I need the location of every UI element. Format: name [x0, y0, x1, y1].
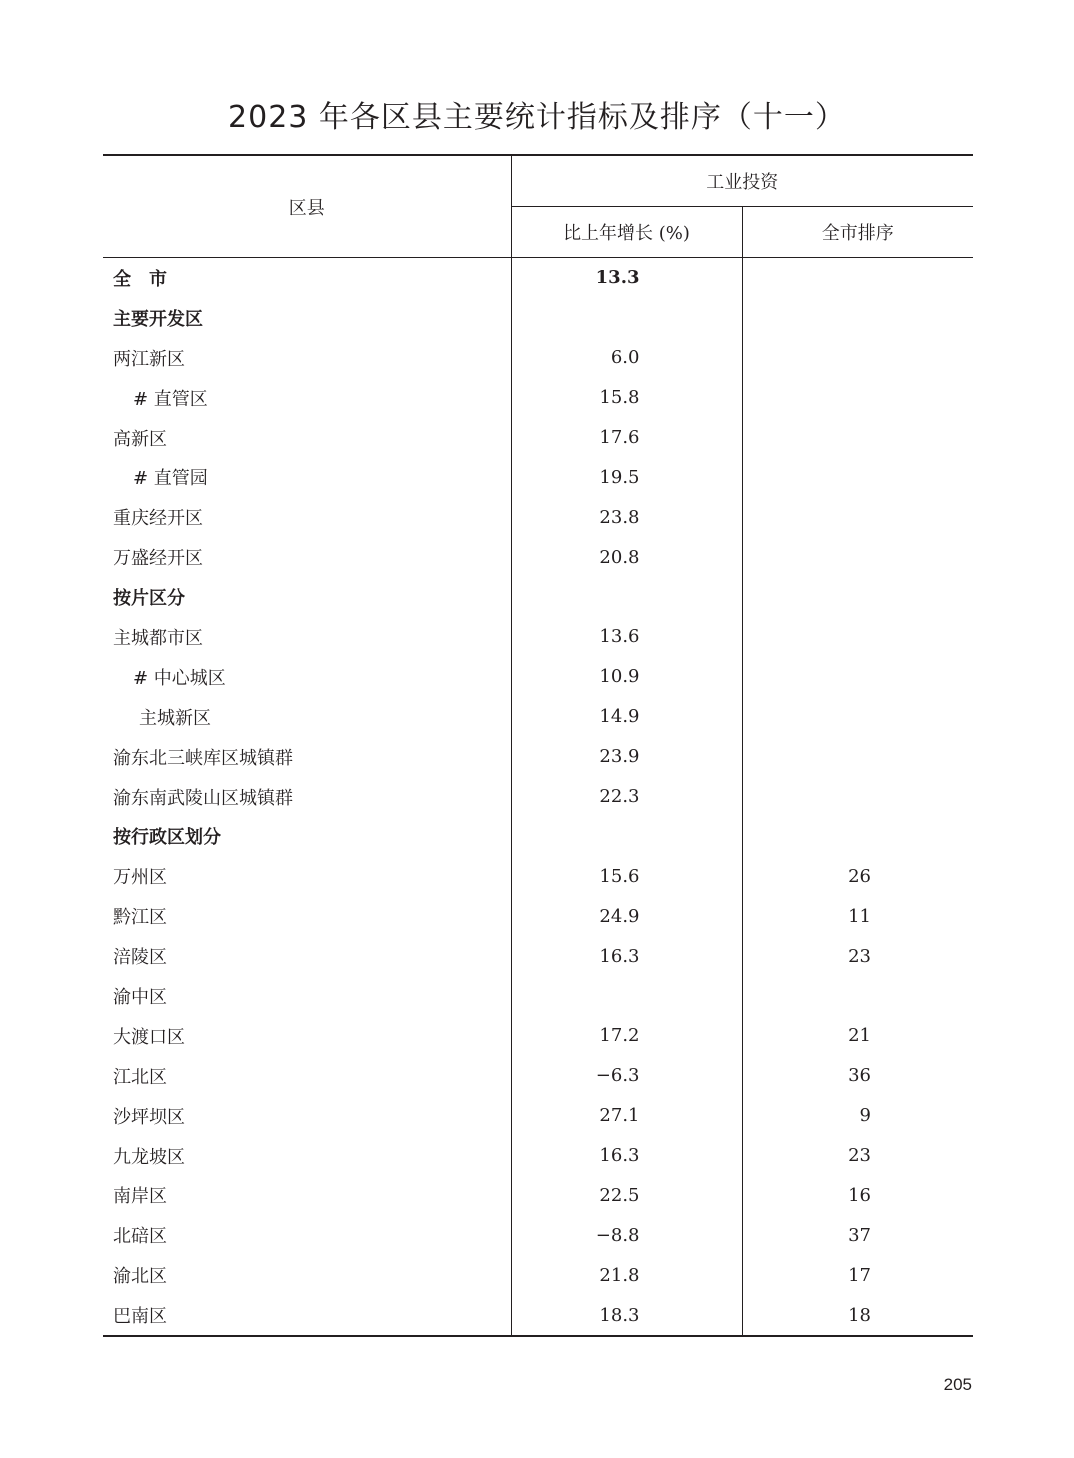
rank-value-cell: 37	[848, 1224, 871, 1246]
growth-value-cell: 24.9	[511, 896, 742, 936]
rank-value-cell	[742, 617, 973, 657]
table-row	[103, 1056, 973, 1096]
table-row	[103, 1255, 973, 1295]
page-number: 205	[943, 1375, 972, 1394]
district-name-cell: 万州区	[103, 856, 511, 896]
table-header	[103, 155, 973, 258]
table-row	[103, 1175, 973, 1215]
district-name-cell: 涪陵区	[103, 936, 511, 976]
table-row	[103, 976, 973, 1016]
growth-value-cell	[511, 976, 742, 1016]
table-row	[103, 378, 973, 418]
industrial-investment-group-header: 工业投资	[511, 155, 973, 207]
rank-value-cell: 36	[848, 1065, 871, 1087]
district-name-cell: 江北区	[103, 1056, 511, 1096]
growth-value-cell: 17.2	[511, 1016, 742, 1056]
rank-value-cell	[742, 976, 973, 1016]
growth-value-cell: 14.9	[511, 697, 742, 737]
district-column-header: 区县	[103, 155, 511, 258]
growth-value-cell: 23.9	[511, 737, 742, 777]
district-name-cell: 渝北区	[103, 1255, 511, 1295]
growth-value-cell: 20.8	[511, 537, 742, 577]
growth-value-cell	[511, 298, 742, 338]
table-row	[103, 617, 973, 657]
district-name-cell: # 直管园	[103, 457, 511, 497]
rank-value-cell	[742, 657, 973, 697]
rank-value-cell: 26	[848, 865, 871, 887]
table-row	[103, 258, 973, 298]
rank-value-cell	[742, 418, 973, 458]
rank-value-cell	[742, 777, 973, 817]
growth-value-cell: 13.3	[511, 258, 742, 298]
growth-value-cell: 16.3	[511, 1136, 742, 1176]
district-name-cell: 黔江区	[103, 896, 511, 936]
rank-column-header: 全市排序	[742, 207, 973, 258]
growth-value-cell: 22.3	[511, 777, 742, 817]
table-row	[103, 298, 973, 338]
table-row	[103, 657, 973, 697]
rank-value-cell: 11	[848, 905, 871, 927]
table-row	[103, 457, 973, 497]
rank-value-cell: 18	[742, 1295, 973, 1336]
district-name-cell: 万盛经开区	[103, 537, 511, 577]
growth-value-cell: 13.6	[511, 617, 742, 657]
table-row	[103, 418, 973, 458]
table-row	[103, 497, 973, 537]
table-row	[103, 777, 973, 817]
statistics-table	[103, 154, 973, 1337]
table-row	[103, 737, 973, 777]
table-row	[103, 338, 973, 378]
rank-value-cell: 16	[848, 1184, 871, 1206]
district-name-cell: 沙坪坝区	[103, 1096, 511, 1136]
district-name-cell: 渝东南武陵山区城镇群	[103, 777, 511, 817]
district-name-cell: 渝中区	[103, 976, 511, 1016]
district-name-cell: 大渡口区	[103, 1016, 511, 1056]
growth-value-cell	[511, 816, 742, 856]
growth-value-cell: 18.3	[511, 1295, 742, 1336]
table-row	[103, 936, 973, 976]
growth-value-cell	[511, 577, 742, 617]
district-name-cell: # 直管区	[103, 378, 511, 418]
district-name-cell: # 中心城区	[103, 657, 511, 697]
growth-value-cell: 27.1	[511, 1096, 742, 1136]
district-name-cell: 巴南区	[103, 1295, 511, 1336]
district-name-cell: 重庆经开区	[103, 497, 511, 537]
table-row	[103, 1016, 973, 1056]
table-body	[103, 258, 973, 1337]
table-row	[103, 1295, 973, 1336]
rank-value-cell	[742, 298, 973, 338]
growth-value-cell: 22.5	[511, 1175, 742, 1215]
growth-value-cell: 6.0	[511, 338, 742, 378]
table-row	[103, 1215, 973, 1255]
district-name-cell: 主要开发区	[103, 298, 511, 338]
district-name-cell: 主城新区	[103, 697, 511, 737]
rank-value-cell	[742, 697, 973, 737]
table-row	[103, 896, 973, 936]
district-name-cell: 北碚区	[103, 1215, 511, 1255]
growth-value-cell: 19.5	[511, 457, 742, 497]
page-title: 2023 年各区县主要统计指标及排序（十一）	[228, 100, 846, 135]
growth-value-cell: −8.8	[511, 1215, 742, 1255]
table-row	[103, 697, 973, 737]
rank-value-cell: 17	[848, 1264, 871, 1286]
rank-value-cell	[742, 457, 973, 497]
rank-value-cell	[742, 816, 973, 856]
rank-value-cell	[742, 378, 973, 418]
growth-value-cell: −6.3	[511, 1056, 742, 1096]
growth-column-header: 比上年增长 (%)	[511, 207, 742, 258]
district-name-cell: 按片区分	[103, 577, 511, 617]
rank-value-cell	[742, 537, 973, 577]
table-row	[103, 577, 973, 617]
table-row	[103, 1136, 973, 1176]
rank-value-cell	[742, 258, 973, 298]
growth-value-cell: 15.6	[511, 856, 742, 896]
table-row	[103, 537, 973, 577]
district-name-cell: 高新区	[103, 418, 511, 458]
district-name-cell: 全 市	[103, 258, 511, 298]
district-name-cell: 渝东北三峡库区城镇群	[103, 737, 511, 777]
growth-value-cell: 21.8	[511, 1255, 742, 1295]
table-row	[103, 856, 973, 896]
rank-value-cell	[742, 577, 973, 617]
rank-value-cell: 23	[848, 945, 871, 967]
table-row	[103, 816, 973, 856]
rank-value-cell	[742, 338, 973, 378]
district-name-cell: 九龙坡区	[103, 1136, 511, 1176]
district-name-cell: 两江新区	[103, 338, 511, 378]
growth-value-cell: 10.9	[511, 657, 742, 697]
district-name-cell: 南岸区	[103, 1175, 511, 1215]
growth-value-cell: 15.8	[511, 378, 742, 418]
growth-value-cell: 23.8	[511, 497, 742, 537]
rank-value-cell	[742, 497, 973, 537]
table-row	[103, 1096, 973, 1136]
rank-value-cell: 9	[859, 1105, 871, 1127]
growth-value-cell: 17.6	[511, 418, 742, 458]
district-name-cell: 主城都市区	[103, 617, 511, 657]
rank-value-cell: 21	[848, 1025, 871, 1047]
district-name-cell: 按行政区划分	[103, 816, 511, 856]
rank-value-cell: 23	[848, 1145, 871, 1167]
rank-value-cell	[742, 737, 973, 777]
growth-value-cell: 16.3	[511, 936, 742, 976]
